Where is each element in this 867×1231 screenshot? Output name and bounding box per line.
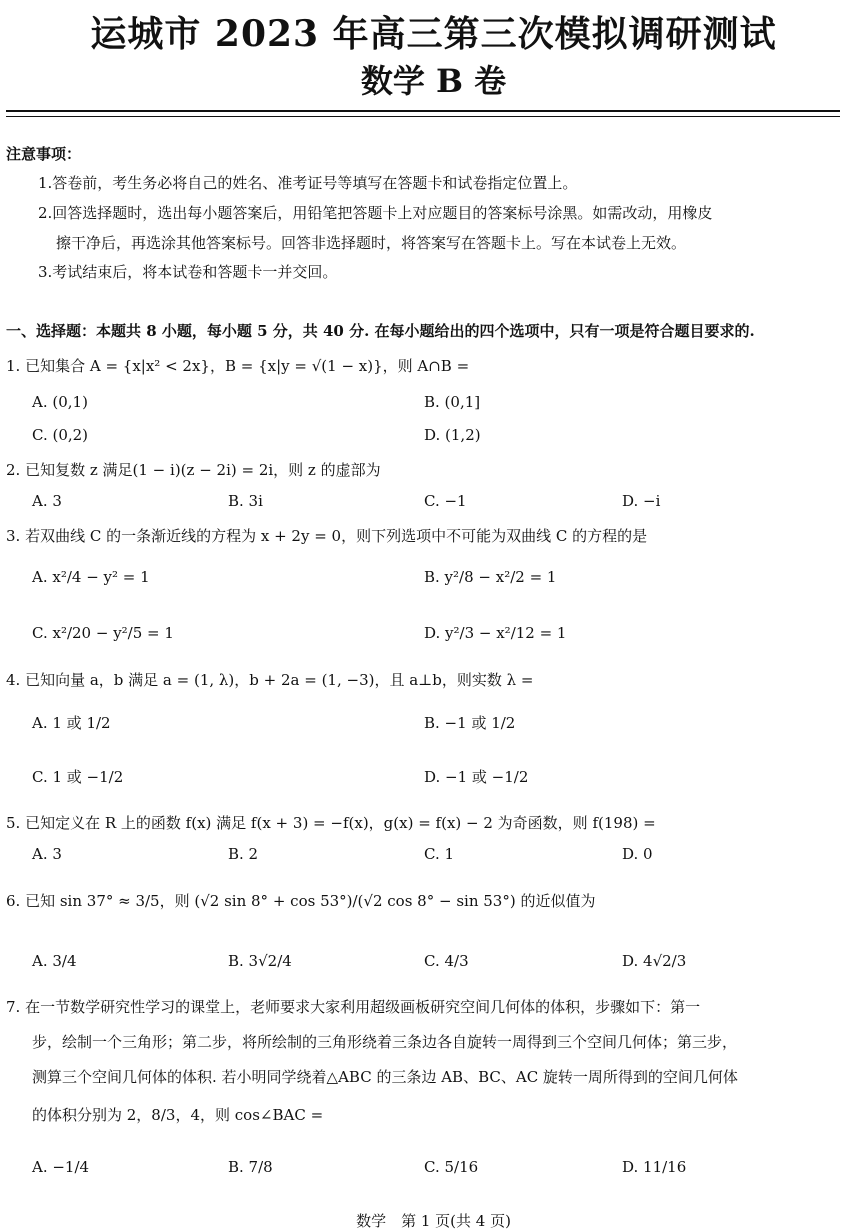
q7-option-c: C. 5/16 [424,1158,479,1176]
page-footer: 数学 第 1 页(共 4 页) [356,1212,511,1230]
q3-option-c: C. x²/20 − y²/5 = 1 [32,624,174,642]
q6-option-c: C. 4/3 [424,952,469,970]
q3-stem: 3. 若双曲线 C 的一条渐近线的方程为 x + 2y = 0，则下列选项中不可能为双曲线 C 的方程的是 [6,527,648,545]
q7-stem-line-2: 步，绘制一个三角形；第二步，将所绘制的三角形绕着三条边各自旋转一周得到三个空间几何体；第三步， [32,1033,738,1051]
q5-stem: 5. 已知定义在 R 上的函数 f(x) 满足 f(x + 3) = −f(x)，g(x) = f(x) − 2 为奇函数，则 f(198) = [6,814,656,832]
notice-item-1: 1.答卷前，考生务必将自己的姓名、准考证号等填写在答题卡和试卷指定位置上。 [38,174,578,192]
q2-option-d: D. −i [622,492,661,510]
q3-option-d: D. y²/3 − x²/12 = 1 [424,624,567,642]
q4-option-d: D. −1 或 −1/2 [424,768,529,786]
q6-option-a: A. 3/4 [32,952,77,970]
q2-stem: 2. 已知复数 z 满足(1 − i)(z − 2i) = 2i，则 z 的虚部为 [6,461,381,479]
page-title: 运城市 2023 年高三第三次模拟调研测试 [90,13,777,55]
q1-option-a: A. (0,1) [32,393,88,411]
q4-option-b: B. −1 或 1/2 [424,714,516,732]
q7-stem-line-1: 7. 在一节数学研究性学习的课堂上，老师要求大家利用超级画板研究空间几何体的体积，步骤如下：第一 [6,998,701,1016]
q2-option-c: C. −1 [424,492,467,510]
q2-option-a: A. 3 [32,492,62,510]
q3-option-a: A. x²/4 − y² = 1 [32,568,150,586]
q3-option-b: B. y²/8 − x²/2 = 1 [424,568,557,586]
header-rule-thick [6,110,840,112]
q7-option-d: D. 11/16 [622,1158,687,1176]
notice-heading: 注意事项： [6,145,82,163]
q7-option-a: A. −1/4 [32,1158,90,1176]
section-heading: 一、选择题：本题共 8 小题，每小题 5 分，共 40 分. 在每小题给出的四个选项中，只有一项是符合题目要求的. [6,322,755,340]
header-rule-thin [6,116,840,117]
q7-stem-line-4: 的体积分别为 2，8/3，4，则 cos∠BAC = [32,1106,324,1124]
q1-stem: 1. 已知集合 A = {x|x² < 2x}，B = {x|y = √(1 − x)}，则 A∩B = [6,357,470,375]
q5-option-b: B. 2 [228,845,259,863]
q6-option-b: B. 3√2/4 [228,952,292,970]
q6-option-d: D. 4√2/3 [622,952,687,970]
notice-item-2-cont: 擦干净后，再选涂其他答案标号。回答非选择题时，将答案写在答题卡上。写在本试卷上无效。 [56,234,687,252]
q5-option-c: C. 1 [424,845,455,863]
notice-item-2: 2.回答选择题时，选出每小题答案后，用铅笔把答题卡上对应题目的答案标号涂黑。如需改动，用橡皮 [38,204,713,222]
q7-option-b: B. 7/8 [228,1158,273,1176]
q4-option-c: C. 1 或 −1/2 [32,768,124,786]
q1-option-c: C. (0,2) [32,426,89,444]
q5-option-d: D. 0 [622,845,653,863]
q4-option-a: A. 1 或 1/2 [32,714,111,732]
q7-stem-line-3: 测算三个空间几何体的体积. 若小明同学绕着△ABC 的三条边 AB、BC、AC 旋转一周所得到的空间几何体 [32,1068,738,1086]
q1-option-d: D. (1,2) [424,426,481,444]
notice-item-3: 3.考试结束后，将本试卷和答题卡一并交回。 [38,263,338,281]
q2-option-b: B. 3i [228,492,263,510]
page-subtitle: 数学 B 卷 [360,62,507,100]
q5-option-a: A. 3 [32,845,62,863]
q6-stem: 6. 已知 sin 37° ≈ 3/5，则 (√2 sin 8° + cos 53°)/(√2 cos 8° − sin 53°) 的近似值为 [6,892,596,910]
q4-stem: 4. 已知向量 a，b 满足 a = (1, λ)，b + 2a = (1, −3)，且 a⊥b，则实数 λ = [6,671,534,689]
q1-option-b: B. (0,1] [424,393,481,411]
